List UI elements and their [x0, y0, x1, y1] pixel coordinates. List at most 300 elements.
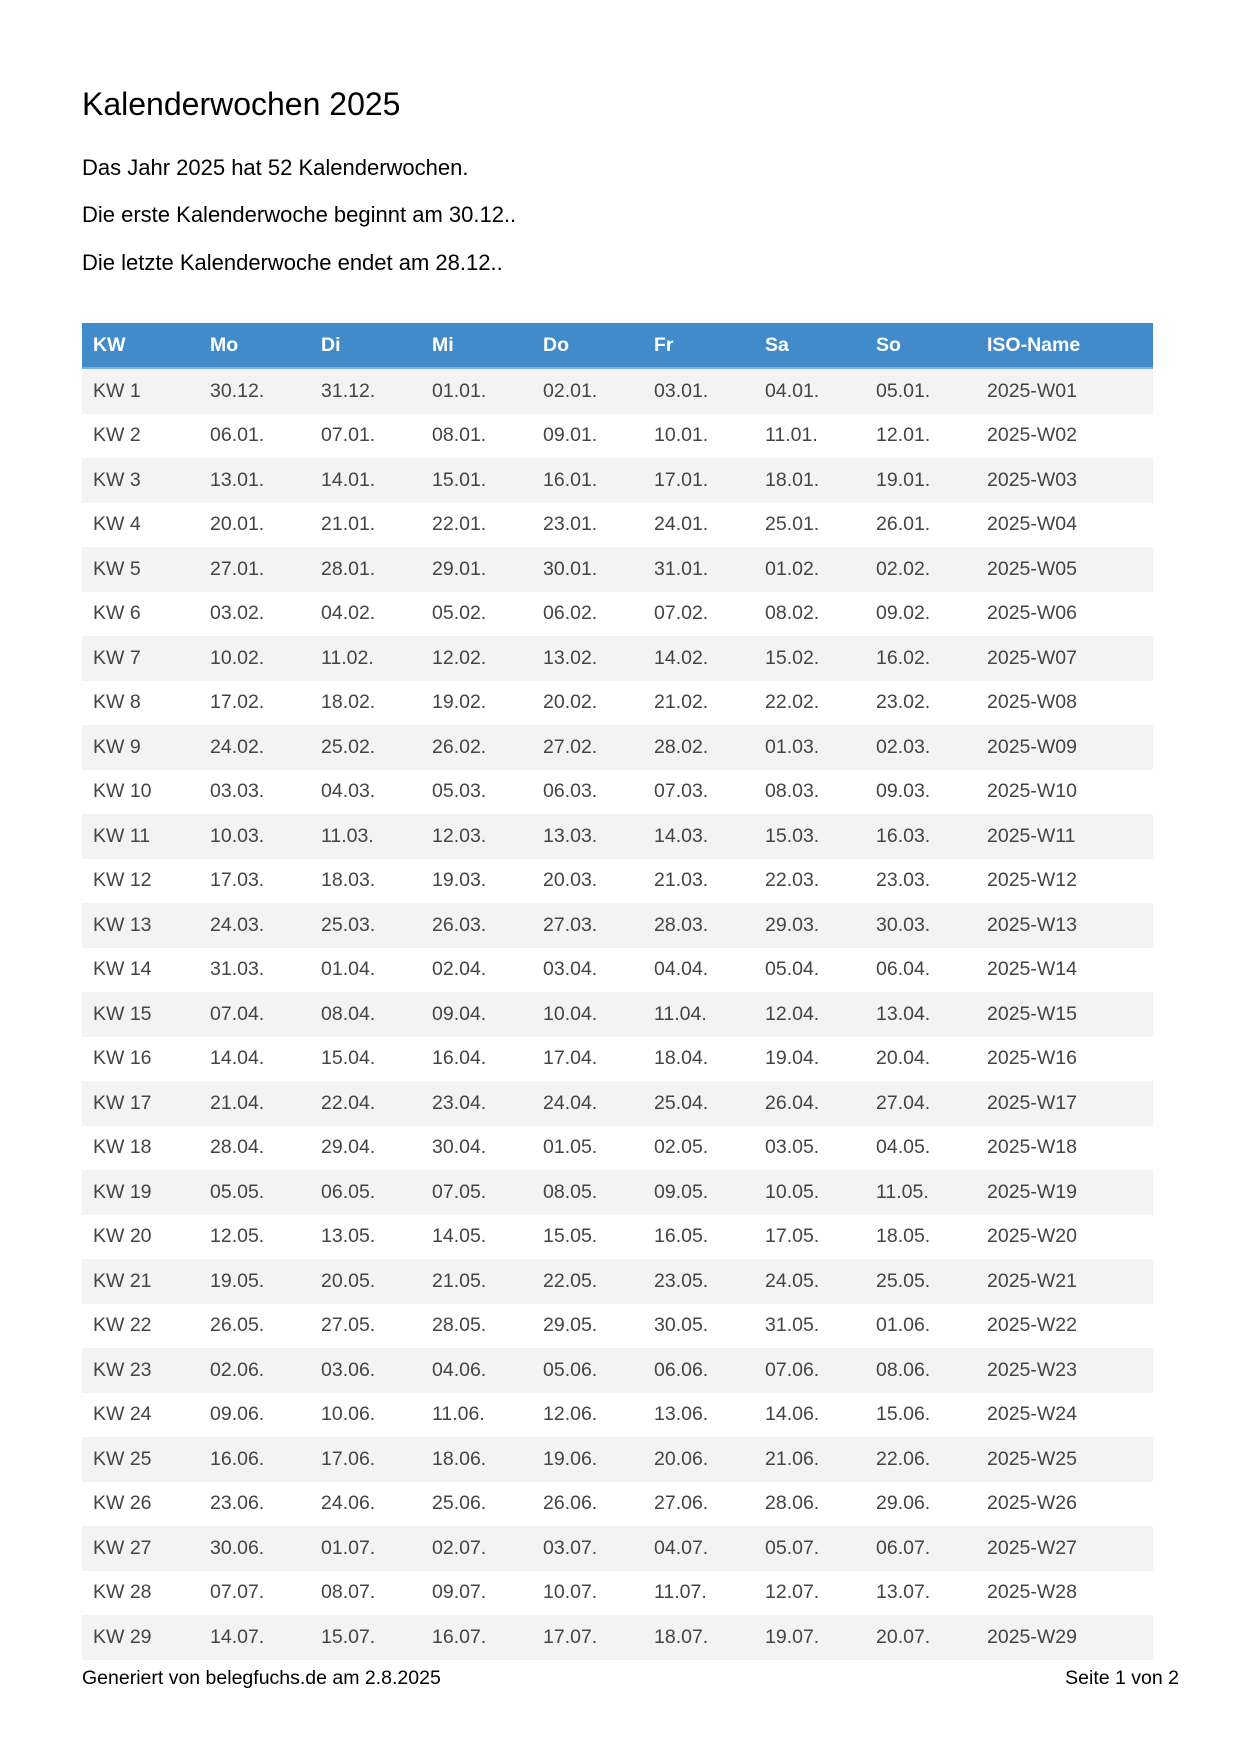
cell-di: 18.02.	[310, 681, 421, 726]
cell-do: 19.06.	[532, 1437, 643, 1482]
cell-kw: KW 15	[82, 992, 199, 1037]
cell-mo: 23.06.	[199, 1482, 310, 1527]
cell-mi: 19.02.	[421, 681, 532, 726]
cell-mo: 03.03.	[199, 770, 310, 815]
cell-iso-name: 2025-W19	[976, 1170, 1153, 1215]
cell-kw: KW 29	[82, 1615, 199, 1660]
column-header-kw: KW	[82, 323, 199, 368]
cell-iso-name: 2025-W11	[976, 814, 1153, 859]
cell-di: 29.04.	[310, 1126, 421, 1171]
cell-do: 09.01.	[532, 414, 643, 459]
cell-do: 17.07.	[532, 1615, 643, 1660]
table-row	[82, 547, 1153, 592]
cell-mi: 30.04.	[421, 1126, 532, 1171]
cell-mo: 24.03.	[199, 903, 310, 948]
cell-so: 16.02.	[865, 636, 976, 681]
cell-di: 13.05.	[310, 1215, 421, 1260]
cell-do: 16.01.	[532, 458, 643, 503]
cell-kw: KW 14	[82, 948, 199, 993]
cell-fr: 03.01.	[643, 368, 754, 414]
cell-di: 14.01.	[310, 458, 421, 503]
cell-mi: 25.06.	[421, 1482, 532, 1527]
table-row	[82, 903, 1153, 948]
cell-mo: 30.12.	[199, 368, 310, 414]
cell-fr: 23.05.	[643, 1259, 754, 1304]
cell-kw: KW 12	[82, 859, 199, 904]
cell-do: 10.04.	[532, 992, 643, 1037]
cell-di: 01.07.	[310, 1526, 421, 1571]
cell-fr: 11.07.	[643, 1571, 754, 1616]
cell-sa: 24.05.	[754, 1259, 865, 1304]
table-row	[82, 770, 1153, 815]
table-row	[82, 1259, 1153, 1304]
cell-do: 30.01.	[532, 547, 643, 592]
cell-do: 10.07.	[532, 1571, 643, 1616]
cell-mo: 10.02.	[199, 636, 310, 681]
cell-iso-name: 2025-W12	[976, 859, 1153, 904]
cell-sa: 18.01.	[754, 458, 865, 503]
cell-so: 22.06.	[865, 1437, 976, 1482]
cell-kw: KW 23	[82, 1348, 199, 1393]
cell-kw: KW 1	[82, 368, 199, 414]
cell-do: 08.05.	[532, 1170, 643, 1215]
cell-mi: 19.03.	[421, 859, 532, 904]
cell-mi: 02.04.	[421, 948, 532, 993]
cell-do: 15.05.	[532, 1215, 643, 1260]
cell-kw: KW 21	[82, 1259, 199, 1304]
cell-fr: 21.03.	[643, 859, 754, 904]
cell-do: 29.05.	[532, 1304, 643, 1349]
table-row	[82, 1348, 1153, 1393]
cell-sa: 10.05.	[754, 1170, 865, 1215]
cell-do: 26.06.	[532, 1482, 643, 1527]
cell-so: 20.07.	[865, 1615, 976, 1660]
cell-di: 08.04.	[310, 992, 421, 1037]
cell-kw: KW 28	[82, 1571, 199, 1616]
cell-mo: 21.04.	[199, 1081, 310, 1126]
footer-generated-note: Generiert von belegfuchs.de am 2.8.2025	[82, 1667, 441, 1689]
cell-iso-name: 2025-W23	[976, 1348, 1153, 1393]
cell-sa: 26.04.	[754, 1081, 865, 1126]
cell-mo: 17.02.	[199, 681, 310, 726]
cell-mi: 09.07.	[421, 1571, 532, 1616]
cell-mo: 07.04.	[199, 992, 310, 1037]
cell-di: 22.04.	[310, 1081, 421, 1126]
cell-mi: 08.01.	[421, 414, 532, 459]
cell-do: 20.03.	[532, 859, 643, 904]
cell-mo: 30.06.	[199, 1526, 310, 1571]
cell-kw: KW 26	[82, 1482, 199, 1527]
column-header-do: Do	[532, 323, 643, 368]
cell-sa: 01.02.	[754, 547, 865, 592]
cell-mi: 26.02.	[421, 725, 532, 770]
cell-sa: 17.05.	[754, 1215, 865, 1260]
cell-iso-name: 2025-W07	[976, 636, 1153, 681]
cell-mo: 06.01.	[199, 414, 310, 459]
cell-fr: 14.02.	[643, 636, 754, 681]
cell-mi: 22.01.	[421, 503, 532, 548]
column-header-mo: Mo	[199, 323, 310, 368]
cell-sa: 01.03.	[754, 725, 865, 770]
cell-iso-name: 2025-W27	[976, 1526, 1153, 1571]
cell-so: 26.01.	[865, 503, 976, 548]
table-row	[82, 368, 1153, 414]
cell-di: 06.05.	[310, 1170, 421, 1215]
cell-mi: 26.03.	[421, 903, 532, 948]
column-header-fr: Fr	[643, 323, 754, 368]
cell-mo: 26.05.	[199, 1304, 310, 1349]
cell-sa: 05.04.	[754, 948, 865, 993]
cell-di: 04.03.	[310, 770, 421, 815]
cell-iso-name: 2025-W06	[976, 592, 1153, 637]
cell-sa: 15.03.	[754, 814, 865, 859]
column-header-iso-name: ISO-Name	[976, 323, 1153, 368]
cell-mo: 13.01.	[199, 458, 310, 503]
cell-mi: 18.06.	[421, 1437, 532, 1482]
cell-fr: 28.02.	[643, 725, 754, 770]
cell-mi: 02.07.	[421, 1526, 532, 1571]
cell-mo: 19.05.	[199, 1259, 310, 1304]
table-row	[82, 1571, 1153, 1616]
table-row	[82, 1526, 1153, 1571]
table-row	[82, 859, 1153, 904]
cell-di: 20.05.	[310, 1259, 421, 1304]
table-header-row	[82, 323, 1153, 368]
cell-sa: 04.01.	[754, 368, 865, 414]
cell-mi: 23.04.	[421, 1081, 532, 1126]
cell-fr: 02.05.	[643, 1126, 754, 1171]
column-header-sa: Sa	[754, 323, 865, 368]
cell-so: 27.04.	[865, 1081, 976, 1126]
cell-so: 30.03.	[865, 903, 976, 948]
cell-so: 20.04.	[865, 1037, 976, 1082]
cell-so: 23.03.	[865, 859, 976, 904]
cell-fr: 16.05.	[643, 1215, 754, 1260]
cell-mi: 14.05.	[421, 1215, 532, 1260]
cell-iso-name: 2025-W24	[976, 1393, 1153, 1438]
cell-so: 15.06.	[865, 1393, 976, 1438]
table-row	[82, 458, 1153, 503]
cell-mi: 11.06.	[421, 1393, 532, 1438]
cell-so: 06.04.	[865, 948, 976, 993]
cell-sa: 22.02.	[754, 681, 865, 726]
cell-so: 09.02.	[865, 592, 976, 637]
table-row	[82, 814, 1153, 859]
cell-sa: 08.03.	[754, 770, 865, 815]
cell-iso-name: 2025-W28	[976, 1571, 1153, 1616]
cell-mi: 15.01.	[421, 458, 532, 503]
table-row	[82, 1615, 1153, 1660]
cell-mi: 12.02.	[421, 636, 532, 681]
cell-kw: KW 7	[82, 636, 199, 681]
cell-di: 07.01.	[310, 414, 421, 459]
cell-iso-name: 2025-W22	[976, 1304, 1153, 1349]
cell-di: 28.01.	[310, 547, 421, 592]
cell-do: 02.01.	[532, 368, 643, 414]
table-row	[82, 1170, 1153, 1215]
cell-fr: 17.01.	[643, 458, 754, 503]
table-row	[82, 1126, 1153, 1171]
cell-sa: 05.07.	[754, 1526, 865, 1571]
cell-do: 13.02.	[532, 636, 643, 681]
cell-di: 03.06.	[310, 1348, 421, 1393]
cell-so: 13.07.	[865, 1571, 976, 1616]
cell-sa: 15.02.	[754, 636, 865, 681]
cell-kw: KW 25	[82, 1437, 199, 1482]
cell-fr: 18.07.	[643, 1615, 754, 1660]
table-row	[82, 1393, 1153, 1438]
table-row	[82, 503, 1153, 548]
cell-kw: KW 24	[82, 1393, 199, 1438]
cell-mi: 05.03.	[421, 770, 532, 815]
cell-fr: 31.01.	[643, 547, 754, 592]
cell-do: 17.04.	[532, 1037, 643, 1082]
cell-kw: KW 20	[82, 1215, 199, 1260]
cell-do: 06.03.	[532, 770, 643, 815]
cell-iso-name: 2025-W05	[976, 547, 1153, 592]
table-row	[82, 636, 1153, 681]
cell-di: 31.12.	[310, 368, 421, 414]
cell-iso-name: 2025-W21	[976, 1259, 1153, 1304]
cell-do: 12.06.	[532, 1393, 643, 1438]
cell-mo: 10.03.	[199, 814, 310, 859]
cell-mo: 05.05.	[199, 1170, 310, 1215]
cell-mo: 27.01.	[199, 547, 310, 592]
cell-iso-name: 2025-W16	[976, 1037, 1153, 1082]
cell-kw: KW 9	[82, 725, 199, 770]
cell-mi: 16.07.	[421, 1615, 532, 1660]
cell-kw: KW 3	[82, 458, 199, 503]
cell-kw: KW 2	[82, 414, 199, 459]
cell-sa: 25.01.	[754, 503, 865, 548]
table-row	[82, 1482, 1153, 1527]
cell-fr: 28.03.	[643, 903, 754, 948]
cell-sa: 08.02.	[754, 592, 865, 637]
cell-iso-name: 2025-W13	[976, 903, 1153, 948]
cell-di: 25.03.	[310, 903, 421, 948]
cell-kw: KW 19	[82, 1170, 199, 1215]
table-row	[82, 1304, 1153, 1349]
cell-fr: 21.02.	[643, 681, 754, 726]
cell-iso-name: 2025-W20	[976, 1215, 1153, 1260]
cell-sa: 07.06.	[754, 1348, 865, 1393]
cell-di: 21.01.	[310, 503, 421, 548]
cell-mi: 04.06.	[421, 1348, 532, 1393]
cell-iso-name: 2025-W02	[976, 414, 1153, 459]
page-title: Kalenderwochen 2025	[82, 86, 401, 122]
cell-di: 15.07.	[310, 1615, 421, 1660]
cell-kw: KW 6	[82, 592, 199, 637]
cell-so: 25.05.	[865, 1259, 976, 1304]
table-row	[82, 1437, 1153, 1482]
column-header-di: Di	[310, 323, 421, 368]
cell-so: 23.02.	[865, 681, 976, 726]
cell-mi: 05.02.	[421, 592, 532, 637]
cell-sa: 12.07.	[754, 1571, 865, 1616]
cell-fr: 13.06.	[643, 1393, 754, 1438]
cell-mo: 16.06.	[199, 1437, 310, 1482]
cell-so: 12.01.	[865, 414, 976, 459]
cell-do: 03.07.	[532, 1526, 643, 1571]
cell-fr: 04.07.	[643, 1526, 754, 1571]
cell-kw: KW 27	[82, 1526, 199, 1571]
cell-fr: 14.03.	[643, 814, 754, 859]
cell-so: 19.01.	[865, 458, 976, 503]
cell-mo: 31.03.	[199, 948, 310, 993]
cell-iso-name: 2025-W08	[976, 681, 1153, 726]
intro-last-week: Die letzte Kalenderwoche endet am 28.12..	[82, 250, 503, 275]
cell-do: 01.05.	[532, 1126, 643, 1171]
cell-di: 15.04.	[310, 1037, 421, 1082]
cell-do: 24.04.	[532, 1081, 643, 1126]
cell-mi: 28.05.	[421, 1304, 532, 1349]
cell-so: 06.07.	[865, 1526, 976, 1571]
cell-iso-name: 2025-W15	[976, 992, 1153, 1037]
cell-do: 22.05.	[532, 1259, 643, 1304]
cell-mo: 28.04.	[199, 1126, 310, 1171]
cell-kw: KW 22	[82, 1304, 199, 1349]
intro-first-week: Die erste Kalenderwoche beginnt am 30.12..	[82, 202, 517, 227]
cell-mo: 03.02.	[199, 592, 310, 637]
cell-di: 11.03.	[310, 814, 421, 859]
cell-iso-name: 2025-W10	[976, 770, 1153, 815]
cell-sa: 21.06.	[754, 1437, 865, 1482]
cell-do: 03.04.	[532, 948, 643, 993]
cell-kw: KW 8	[82, 681, 199, 726]
cell-fr: 24.01.	[643, 503, 754, 548]
cell-kw: KW 18	[82, 1126, 199, 1171]
cell-kw: KW 16	[82, 1037, 199, 1082]
cell-so: 13.04.	[865, 992, 976, 1037]
cell-mo: 12.05.	[199, 1215, 310, 1260]
cell-iso-name: 2025-W01	[976, 368, 1153, 414]
cell-iso-name: 2025-W29	[976, 1615, 1153, 1660]
cell-iso-name: 2025-W09	[976, 725, 1153, 770]
cell-do: 23.01.	[532, 503, 643, 548]
cell-mo: 20.01.	[199, 503, 310, 548]
cell-kw: KW 17	[82, 1081, 199, 1126]
column-header-mi: Mi	[421, 323, 532, 368]
cell-so: 29.06.	[865, 1482, 976, 1527]
cell-di: 18.03.	[310, 859, 421, 904]
cell-so: 04.05.	[865, 1126, 976, 1171]
cell-mi: 16.04.	[421, 1037, 532, 1082]
cell-mo: 24.02.	[199, 725, 310, 770]
table-row	[82, 725, 1153, 770]
cell-sa: 29.03.	[754, 903, 865, 948]
table-row	[82, 1215, 1153, 1260]
column-header-so: So	[865, 323, 976, 368]
cell-mo: 17.03.	[199, 859, 310, 904]
cell-mo: 14.04.	[199, 1037, 310, 1082]
cell-mo: 09.06.	[199, 1393, 310, 1438]
cell-sa: 11.01.	[754, 414, 865, 459]
cell-iso-name: 2025-W18	[976, 1126, 1153, 1171]
table-row	[82, 1037, 1153, 1082]
cell-fr: 30.05.	[643, 1304, 754, 1349]
cell-fr: 07.02.	[643, 592, 754, 637]
cell-di: 27.05.	[310, 1304, 421, 1349]
cell-fr: 27.06.	[643, 1482, 754, 1527]
cell-iso-name: 2025-W26	[976, 1482, 1153, 1527]
cell-fr: 07.03.	[643, 770, 754, 815]
cell-do: 06.02.	[532, 592, 643, 637]
cell-so: 16.03.	[865, 814, 976, 859]
cell-do: 05.06.	[532, 1348, 643, 1393]
table-row	[82, 948, 1153, 993]
cell-sa: 28.06.	[754, 1482, 865, 1527]
cell-mo: 14.07.	[199, 1615, 310, 1660]
cell-kw: KW 11	[82, 814, 199, 859]
cell-fr: 18.04.	[643, 1037, 754, 1082]
cell-so: 02.03.	[865, 725, 976, 770]
cell-mo: 07.07.	[199, 1571, 310, 1616]
cell-fr: 04.04.	[643, 948, 754, 993]
table-row	[82, 681, 1153, 726]
cell-di: 25.02.	[310, 725, 421, 770]
cell-so: 01.06.	[865, 1304, 976, 1349]
cell-di: 08.07.	[310, 1571, 421, 1616]
table-body	[82, 368, 1153, 1660]
cell-so: 09.03.	[865, 770, 976, 815]
cell-di: 11.02.	[310, 636, 421, 681]
cell-mi: 12.03.	[421, 814, 532, 859]
cell-so: 08.06.	[865, 1348, 976, 1393]
intro-week-count: Das Jahr 2025 hat 52 Kalenderwochen.	[82, 155, 469, 180]
cell-iso-name: 2025-W25	[976, 1437, 1153, 1482]
cell-so: 11.05.	[865, 1170, 976, 1215]
cell-do: 20.02.	[532, 681, 643, 726]
cell-mi: 29.01.	[421, 547, 532, 592]
cell-sa: 19.04.	[754, 1037, 865, 1082]
cell-sa: 19.07.	[754, 1615, 865, 1660]
calendar-weeks-table	[82, 323, 1153, 1660]
cell-do: 27.03.	[532, 903, 643, 948]
cell-iso-name: 2025-W03	[976, 458, 1153, 503]
cell-kw: KW 4	[82, 503, 199, 548]
cell-fr: 06.06.	[643, 1348, 754, 1393]
cell-sa: 31.05.	[754, 1304, 865, 1349]
cell-sa: 22.03.	[754, 859, 865, 904]
cell-di: 04.02.	[310, 592, 421, 637]
cell-di: 24.06.	[310, 1482, 421, 1527]
cell-kw: KW 10	[82, 770, 199, 815]
cell-kw: KW 5	[82, 547, 199, 592]
cell-so: 18.05.	[865, 1215, 976, 1260]
cell-sa: 12.04.	[754, 992, 865, 1037]
cell-sa: 14.06.	[754, 1393, 865, 1438]
cell-so: 05.01.	[865, 368, 976, 414]
cell-sa: 03.05.	[754, 1126, 865, 1171]
cell-iso-name: 2025-W14	[976, 948, 1153, 993]
cell-so: 02.02.	[865, 547, 976, 592]
cell-fr: 09.05.	[643, 1170, 754, 1215]
table-row	[82, 414, 1153, 459]
cell-fr: 11.04.	[643, 992, 754, 1037]
cell-mi: 09.04.	[421, 992, 532, 1037]
cell-mi: 07.05.	[421, 1170, 532, 1215]
cell-fr: 10.01.	[643, 414, 754, 459]
cell-mi: 21.05.	[421, 1259, 532, 1304]
cell-iso-name: 2025-W04	[976, 503, 1153, 548]
table-row	[82, 592, 1153, 637]
cell-di: 10.06.	[310, 1393, 421, 1438]
cell-do: 13.03.	[532, 814, 643, 859]
cell-iso-name: 2025-W17	[976, 1081, 1153, 1126]
cell-fr: 25.04.	[643, 1081, 754, 1126]
table-row	[82, 992, 1153, 1037]
table-row	[82, 1081, 1153, 1126]
